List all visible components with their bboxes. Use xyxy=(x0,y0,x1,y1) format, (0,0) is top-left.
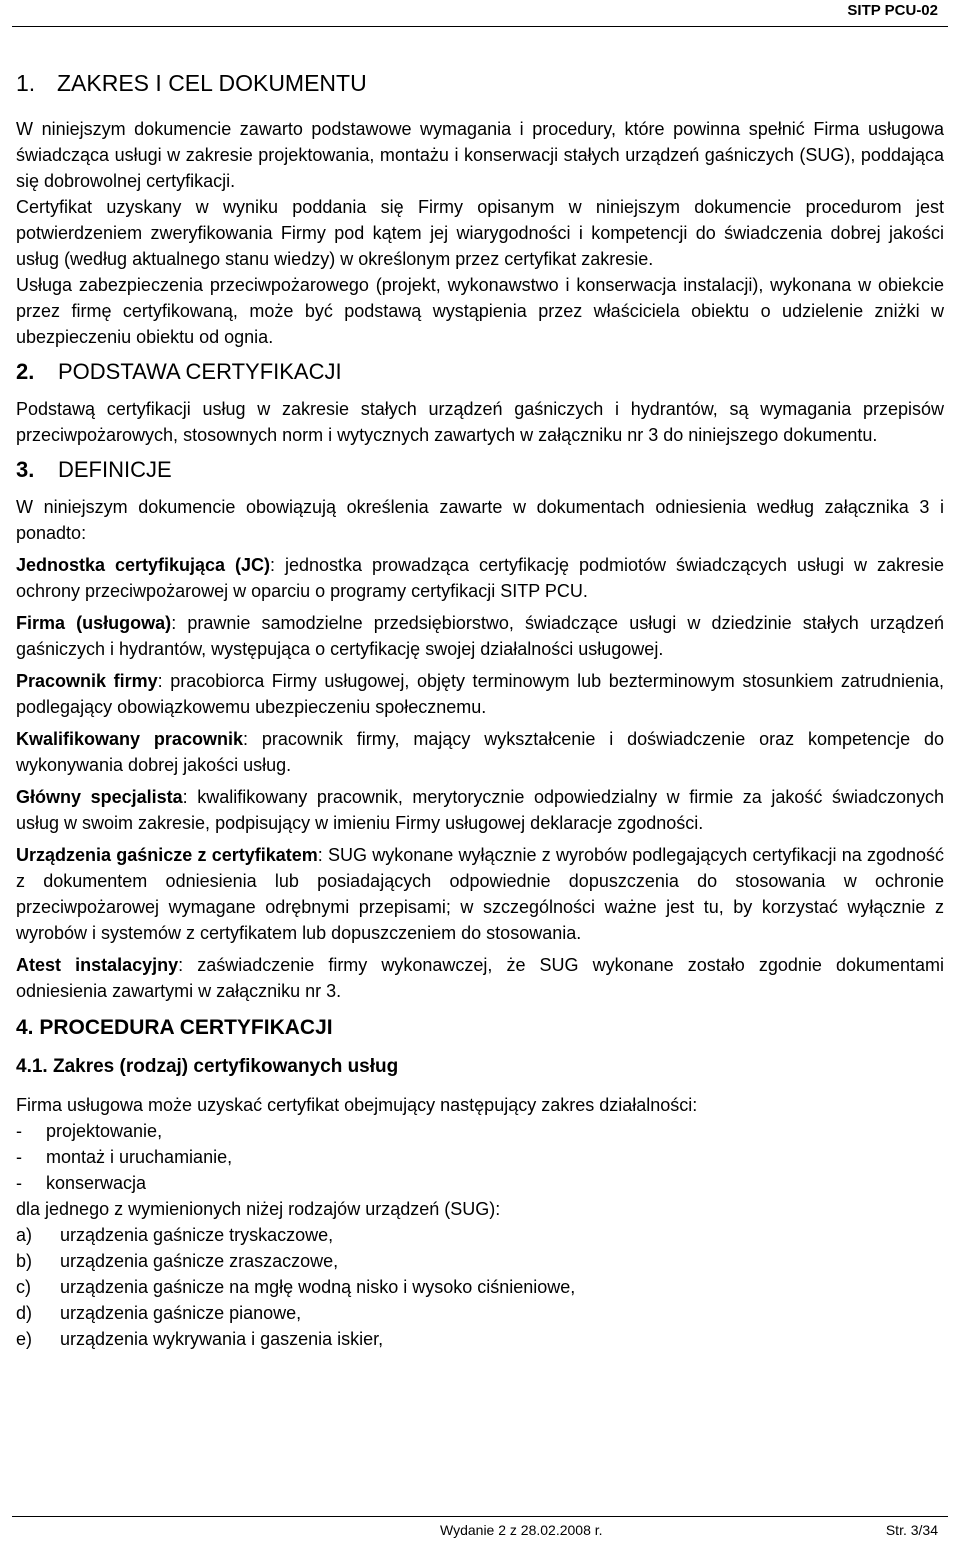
definition-item xyxy=(16,842,944,946)
list-marker: c) xyxy=(16,1277,31,1297)
paragraph: W niniejszym dokumencie zawarto podstawowe wymagania i procedury, które powinna spełnić Firma usługowa świadcząca usługi w zakresie projektowania, montażu i konserwacji stałych urządzeń gaśniczych (SUG), poddająca się dobrowolnej certyfikacji. xyxy=(16,119,944,191)
page-number: Str. 3/34 xyxy=(885,1522,938,1538)
document-body xyxy=(16,68,944,1352)
definition-text: : prawnie samodzielne przedsiębiorstwo, świadczące usługi w dziedzinie stałych urządzeń gaśniczych i hydrantów, występująca o certyfikację swojej działalności usługowej. xyxy=(16,613,945,659)
definition-item xyxy=(16,784,944,836)
list-item xyxy=(16,1300,944,1326)
definition-term: Firma (usługowa) xyxy=(16,613,172,633)
footer-rule xyxy=(12,1516,948,1517)
list-item xyxy=(16,1144,944,1170)
paragraph: dla jednego z wymienionych niżej rodzajów urządzeń (SUG): xyxy=(16,1199,501,1219)
list-item xyxy=(16,1326,944,1352)
definition-item xyxy=(16,726,944,778)
definition-item xyxy=(16,552,944,604)
section-title: DEFINICJE xyxy=(58,457,172,482)
paragraph: Firma usługowa może uzyskać certyfikat obejmujący następujący zakres działalności: xyxy=(16,1095,698,1115)
paragraph: Podstawą certyfikacji usług w zakresie stałych urządzeń gaśniczych i hydrantów, są wymagania przepisów przeciwpożarowych, stosownych norm i wytycznych zawartych w załączniku nr 3 do niniejszego dokumentu. xyxy=(16,399,944,445)
page-footer xyxy=(0,1516,960,1542)
definition-item xyxy=(16,610,944,662)
page-header xyxy=(0,0,960,28)
device-types-list xyxy=(16,1222,944,1352)
list-marker: a) xyxy=(16,1225,33,1245)
list-text: urządzenia gaśnicze tryskaczowe, xyxy=(60,1225,334,1245)
paragraph: Certyfikat uzyskany w wyniku poddania się Firmy opisanym w niniejszym dokumencie procedurom jest potwierdzeniem zweryfikowania Firmy pod kątem jej wiarygodności i kompetencji do świadczenia dobrej jakości usług (według aktualnego stanu wiedzy) w określonym przez certyfikat zakresie. xyxy=(16,197,944,269)
list-marker: - xyxy=(16,1147,22,1167)
definition-term: Kwalifikowany pracownik xyxy=(16,729,243,749)
list-item xyxy=(16,1170,944,1196)
definition-text: : kwalifikowany pracownik, merytorycznie odpowiedzialny w firmie za jakość świadczonych usług w swoim zakresie, podpisujący w imieniu Firmy usługowej deklaracje zgodności. xyxy=(16,787,945,833)
list-marker: - xyxy=(16,1173,22,1193)
definition-item xyxy=(16,952,944,1004)
list-marker: e) xyxy=(16,1329,33,1349)
section-1-heading xyxy=(16,68,944,98)
definition-term: Pracownik firmy xyxy=(16,671,158,691)
list-marker: d) xyxy=(16,1303,33,1323)
paragraph: Usługa zabezpieczenia przeciwpożarowego (projekt, wykonawstwo i konserwacja instalacji), wykonana w obiekcie przez firmę certyfikowaną, może być podstawą wystąpienia przez właściciela obiektu o udzielenie zniżki w ubezpieczeniu obiektu od ognia. xyxy=(16,275,944,347)
definition-term: Urządzenia gaśnicze z certyfikatem xyxy=(16,845,318,865)
document-code: SITP PCU-02 xyxy=(847,2,938,19)
list-item xyxy=(16,1118,944,1144)
definition-text: : zaświadczenie firmy wykonawczej, że SUG wykonane zostało zgodnie dokumentami odniesienia zawartymi w załączniku nr 3. xyxy=(16,955,944,1001)
section-2-heading xyxy=(16,358,944,386)
definition-term: Jednostka certyfikująca (JC) xyxy=(16,555,271,575)
list-text: urządzenia gaśnicze pianowe, xyxy=(60,1303,302,1323)
header-rule xyxy=(12,26,948,27)
section-3-heading xyxy=(16,456,944,484)
list-text: urządzenia wykrywania i gaszenia iskier, xyxy=(60,1329,384,1349)
definition-term: Główny specjalista xyxy=(16,787,183,807)
list-item xyxy=(16,1248,944,1274)
definition-term: Atest instalacyjny xyxy=(16,955,179,975)
section-4-heading: 4. PROCEDURA CERTYFIKACJI xyxy=(16,1016,333,1039)
section-number: 3. xyxy=(16,457,35,482)
definition-text: : pracobiorca Firmy usługowej, objęty terminowym lub bezterminowym stosunkiem zatrudnienia, podlegający obowiązkowemu ubezpieczeniu społecznemu. xyxy=(16,671,944,717)
scope-list xyxy=(16,1118,944,1196)
definition-text: : SUG wykonane wyłącznie z wyrobów podlegających certyfikacji na zgodność z dokumentem odniesienia lub posiadających odpowiednie dopuszczenia do stosowania w ochronie przeciwpożarowej wymagane odrębnymi przepisami; w szczególności ważne jest tu, by korzystać wyłącznie z wyrobów i systemów z certyfikatem lub dopuszczeniem do stosowania. xyxy=(16,845,945,943)
list-text: projektowanie, xyxy=(46,1121,163,1141)
list-text: urządzenia gaśnicze zraszaczowe, xyxy=(60,1251,339,1271)
definitions-list xyxy=(16,552,944,1004)
section-title: ZAKRES I CEL DOKUMENTU xyxy=(57,70,367,96)
section-title: PODSTAWA CERTYFIKACJI xyxy=(58,359,342,384)
section-number: 1. xyxy=(16,70,36,96)
definition-text: : jednostka prowadząca certyfikację podmiotów świadczących usługi w zakresie ochrony przeciwpożarowej w oparciu o programy certyfikacji SITP PCU. xyxy=(16,555,944,601)
list-item xyxy=(16,1222,944,1248)
paragraph: W niniejszym dokumencie obowiązują określenia zawarte w dokumentach odniesienia według załącznika 3 i ponadto: xyxy=(16,497,944,543)
list-text: konserwacja xyxy=(46,1173,147,1193)
definition-item xyxy=(16,668,944,720)
list-text: urządzenia gaśnicze na mgłę wodną nisko i wysoko ciśnieniowe, xyxy=(60,1277,576,1297)
list-marker: b) xyxy=(16,1251,33,1271)
list-item xyxy=(16,1274,944,1300)
list-text: montaż i uruchamianie, xyxy=(46,1147,233,1167)
list-marker: - xyxy=(16,1121,22,1141)
section-number: 2. xyxy=(16,359,35,384)
subsection-heading: 4.1. Zakres (rodzaj) certyfikowanych usług xyxy=(16,1056,399,1077)
definition-text: : pracownik firmy, mający wykształcenie i doświadczenie oraz kompetencje do wykonywania dobrej jakości usług. xyxy=(16,729,945,775)
edition-label: Wydanie 2 z 28.02.2008 r. xyxy=(440,1522,603,1538)
